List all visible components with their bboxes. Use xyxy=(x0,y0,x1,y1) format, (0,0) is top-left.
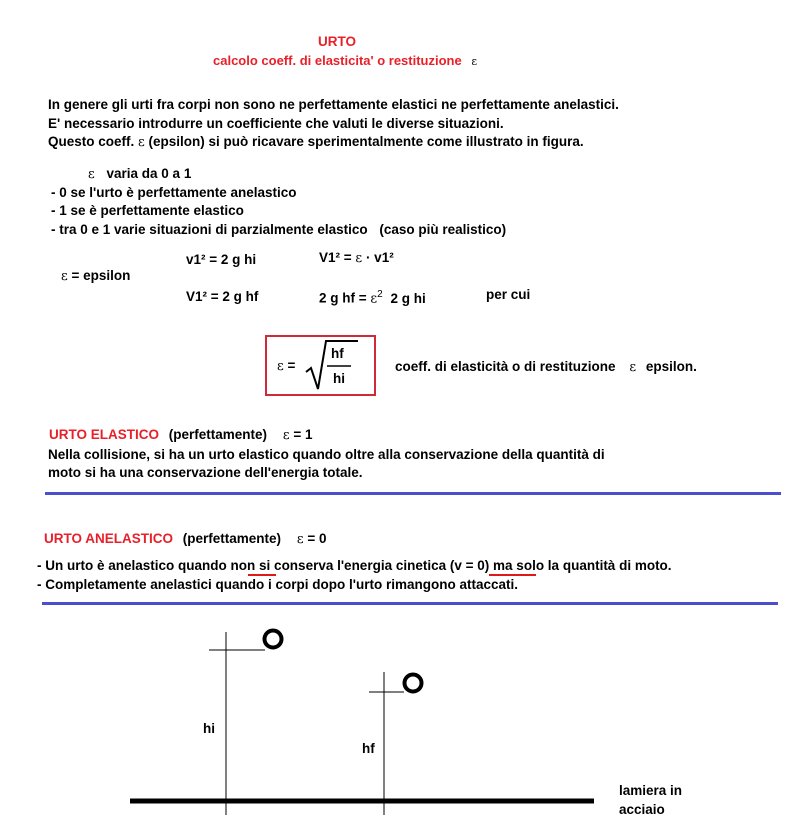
intro-line-3-pre: Questo coeff. xyxy=(48,134,135,149)
epsilon-definition-text: = epsilon xyxy=(71,268,131,283)
epsilon-symbol: ε xyxy=(61,269,68,284)
intro-line-3-post: (epsilon) si può ricavare sperimentalmente come illustrato in figura. xyxy=(148,134,584,149)
equation-3: V1² = 2 g hf xyxy=(186,289,259,304)
anelastico-value: = 0 xyxy=(307,531,327,546)
equation-4-exponent: 2 xyxy=(377,289,383,300)
page-title: URTO xyxy=(318,34,357,49)
epsilon-symbol: ε xyxy=(282,428,290,443)
anelastico-qualifier: (perfettamente) xyxy=(182,531,282,546)
epsilon-symbol: ε xyxy=(88,167,95,182)
hf-label: hf xyxy=(362,741,375,756)
plate-label-1: lamiera in xyxy=(619,783,683,798)
anelastico-line-1-c: ma solo la quantità di moto. xyxy=(493,558,672,573)
epsilon-symbol: ε xyxy=(370,291,378,307)
ball-final xyxy=(405,675,422,692)
formula-equals: = xyxy=(287,358,296,373)
elastico-line-1: Nella collisione, si ha un urto elastico quando oltre alla conservazione della quantità di xyxy=(48,447,605,462)
range-item-0: - 0 se l'urto è perfettamente anelastico xyxy=(51,185,297,200)
elastico-qualifier: (perfettamente) xyxy=(168,427,268,442)
range-item-2-note: (caso più realistico) xyxy=(379,222,507,237)
epsilon-symbol: ε xyxy=(629,360,637,375)
plate-label-2: acciaio xyxy=(619,802,665,817)
formula-description-text: coeff. di elasticità o di restituzione xyxy=(395,359,616,374)
formula-description-end: epsilon. xyxy=(645,359,697,374)
epsilon-symbol: ε xyxy=(355,251,363,266)
elastico-title: URTO ELASTICO xyxy=(49,427,160,442)
per-cui-text: per cui xyxy=(486,287,531,302)
epsilon-symbol: ε xyxy=(471,55,478,68)
subtitle-text: calcolo coeff. di elasticita' o restituzione xyxy=(213,53,462,68)
range-title-text: varia da 0 a 1 xyxy=(106,166,192,181)
range-item-2-text: - tra 0 e 1 varie situazioni di parzialmente elastico xyxy=(51,222,368,237)
elastico-value: = 1 xyxy=(293,427,313,442)
elastico-line-2: moto si ha una conservazione dell'energia totale. xyxy=(48,465,363,480)
equation-2-pre: V1² = xyxy=(319,250,352,265)
formula-denominator: hi xyxy=(333,371,345,386)
epsilon-symbol: ε xyxy=(296,532,304,547)
equation-4-post: 2 g hi xyxy=(390,290,426,306)
anelastico-non-word: non xyxy=(230,558,256,573)
epsilon-symbol: ε xyxy=(138,135,145,150)
hi-label: hi xyxy=(203,721,215,736)
anelastico-line-1-b: si conserva l'energia cinetica xyxy=(259,558,447,573)
equation-4-pre: 2 g hf = xyxy=(319,290,367,306)
ball-initial xyxy=(265,631,282,648)
range-item-1: - 1 se è perfettamente elastico xyxy=(51,203,244,218)
anelastico-v-equals-zero: (v = 0) xyxy=(449,558,490,573)
formula-numerator: hf xyxy=(331,346,344,361)
anelastico-line-1-a: - Un urto è anelastico quando xyxy=(37,558,227,573)
epsilon-symbol: ε xyxy=(277,359,284,374)
anelastico-line-2: - Completamente anelastici quando i corpi dopo l'urto rimangono attaccati. xyxy=(37,577,519,592)
equation-2-post: · v1² xyxy=(365,250,394,265)
intro-line-1: In genere gli urti fra corpi non sono ne perfettamente elastici ne perfettamente anelastici. xyxy=(48,97,619,112)
equation-1: v1² = 2 g hi xyxy=(186,252,257,267)
intro-line-2: E' necessario introdurre un coefficiente che valuti le diverse situazioni. xyxy=(48,116,504,131)
anelastico-title: URTO ANELASTICO xyxy=(44,531,174,546)
